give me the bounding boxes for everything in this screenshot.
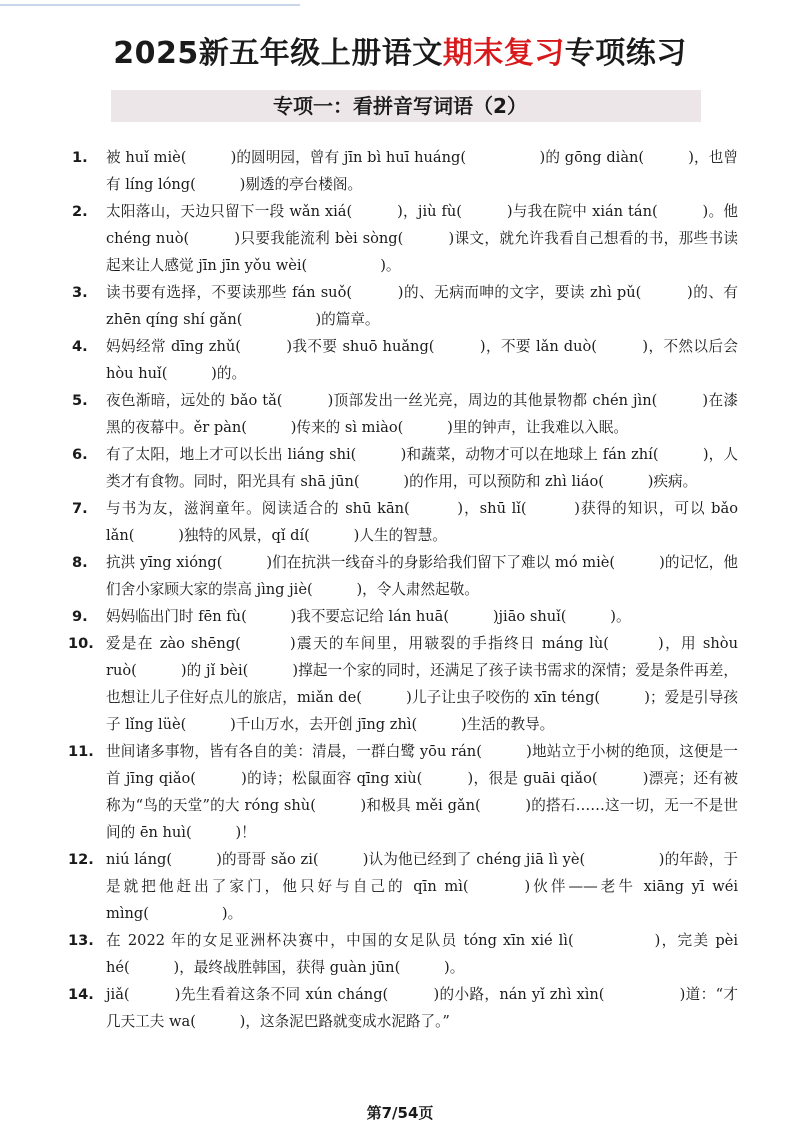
question-text: 世间诸多事物，皆有各自的美：清晨，一群白鹭 yōu rán( )地站立于小树的绝顶，这便是一首 jīng qiǎo( )的诗；松鼠面容 qīng xiù( )，很是 guāi qiǎo( )漂亮；还有被称为“鸟的天堂”的大 róng shù( )和极具 měi gǎn( )的搭石……这一切，无一不是世间的 ēn huì( )！ [106,743,738,841]
question-item [0,981,738,1035]
question-text: 夜色渐暗，远处的 bǎo tǎ( )顶部发出一丝光亮，周边的其他景物都 chén jìn( )在漆黑的夜幕中。ěr pàn( )传来的 sì miào( )里的钟声，让我难以入眠。 [106,392,738,436]
question-item [0,198,738,279]
question-number: 6. [72,446,88,463]
question-text: 抗洪 yīng xióng( )们在抗洪一线奋斗的身影给我们留下了难以 mó miè( )的记忆，他们舍小家顾大家的崇高 jìng jiè( )，令人肃然起敬。 [106,554,738,598]
question-text: 有了太阳，地上才可以长出 liáng shi( )和蔬菜，动物才可以在地球上 fán zhí( )，人类才有食物。同时，阳光具有 shā jūn( )的作用，可以预防和 zhì liáo( )疾病。 [106,446,738,490]
header-rule [0,4,300,6]
question-item [0,927,738,981]
question-number: 9. [72,608,88,625]
question-item [0,441,738,495]
title-highlight: 期末复习 [442,36,565,71]
question-list [0,144,800,1035]
question-number: 1. [72,149,88,166]
question-item [0,279,738,333]
page-title [0,32,800,76]
question-text: 被 huǐ miè( )的圆明园，曾有 jīn bì huī huáng( )的 gōng diàn( )，也曾有 líng lóng( )剔透的亭台楼阁。 [106,149,738,193]
question-text: 太阳落山，天边只留下一段 wǎn xiá( )，jiù fù( )与我在院中 xián tán( )。他 chéng nuò( )只要我能流利 bèi sòng( )课文，就允许我看自己想看的书，那些书读起来让人感觉 jīn jīn yǒu wèi( )。 [106,203,738,274]
question-item [0,846,738,927]
question-item [0,549,738,603]
question-item [0,387,738,441]
question-item [0,144,738,198]
question-number: 11. [68,743,94,760]
question-item [0,603,738,630]
question-number: 8. [72,554,88,571]
question-text: 在 2022 年的女足亚洲杯决赛中，中国的女足队员 tóng xīn xié lì( )，完美 pèi hé( )，最终战胜韩国，获得 guàn jūn( )。 [106,932,738,976]
question-item [0,495,738,549]
section-subtitle: 专项一：看拼音写词语（2） [273,94,527,118]
question-number: 3. [72,284,88,301]
title-part2: 专项练习 [564,36,687,71]
question-number: 7. [72,500,88,517]
question-text: 妈妈临出门时 fēn fù( )我不要忘记给 lán huā( )jiāo shuǐ( )。 [106,608,631,625]
page-number: 第7/54页 [366,1104,434,1122]
question-text: 爱是在 zào shēng( )震天的车间里，用皲裂的手指终日 máng lù( )，用 shòu ruò( )的 jǐ bèi( )撑起一个家的同时，还满足了孩子读书需求的深情；爱是条件再差，也想让儿子住好点儿的旅店，miǎn de( )儿子让虫子咬伤的 xīn téng( )；爱是引导孩子 lǐng lüè( )千山万水，去开创 jīng zhì( )生活的教导。 [106,635,738,733]
question-number: 14. [68,986,94,1003]
question-number: 4. [72,338,88,355]
question-text: 读书要有选择，不要读那些 fán suǒ( )的、无病而呻的文字，要读 zhì pǔ( )的、有 zhēn qíng shí gǎn( )的篇章。 [106,284,738,328]
question-number: 12. [68,851,94,868]
question-item [0,738,738,846]
question-item [0,630,738,738]
question-item [0,333,738,387]
question-number: 13. [68,932,94,949]
question-number: 10. [68,635,94,652]
question-number: 2. [72,203,88,220]
question-text: 与书为友，滋润童年。阅读适合的 shū kān( )，shū lǐ( )获得的知识，可以 bǎo lǎn( )独特的风景，qǐ dí( )人生的智慧。 [106,500,738,544]
question-text: niú láng( )的哥哥 sǎo zi( )认为他已经到了 chéng jiā lì yè( )的年龄，于是就把他赶出了家门，他只好与自己的 qīn mì( )伙伴——老牛 xiāng yī wéi mìng( )。 [106,851,738,922]
title-part1: 2025新五年级上册语文 [113,36,443,71]
question-text: 妈妈经常 dīng zhǔ( )我不要 shuō huǎng( )，不要 lǎn duò( )，不然以后会 hòu huǐ( )的。 [106,338,738,382]
question-number: 5. [72,392,88,409]
question-text: jiǎ( )先生看着这条不同 xún cháng( )的小路，nán yǐ zhì xìn( )道：“才几天工夫 wa( )，这条泥巴路就变成水泥路了。” [106,986,738,1030]
